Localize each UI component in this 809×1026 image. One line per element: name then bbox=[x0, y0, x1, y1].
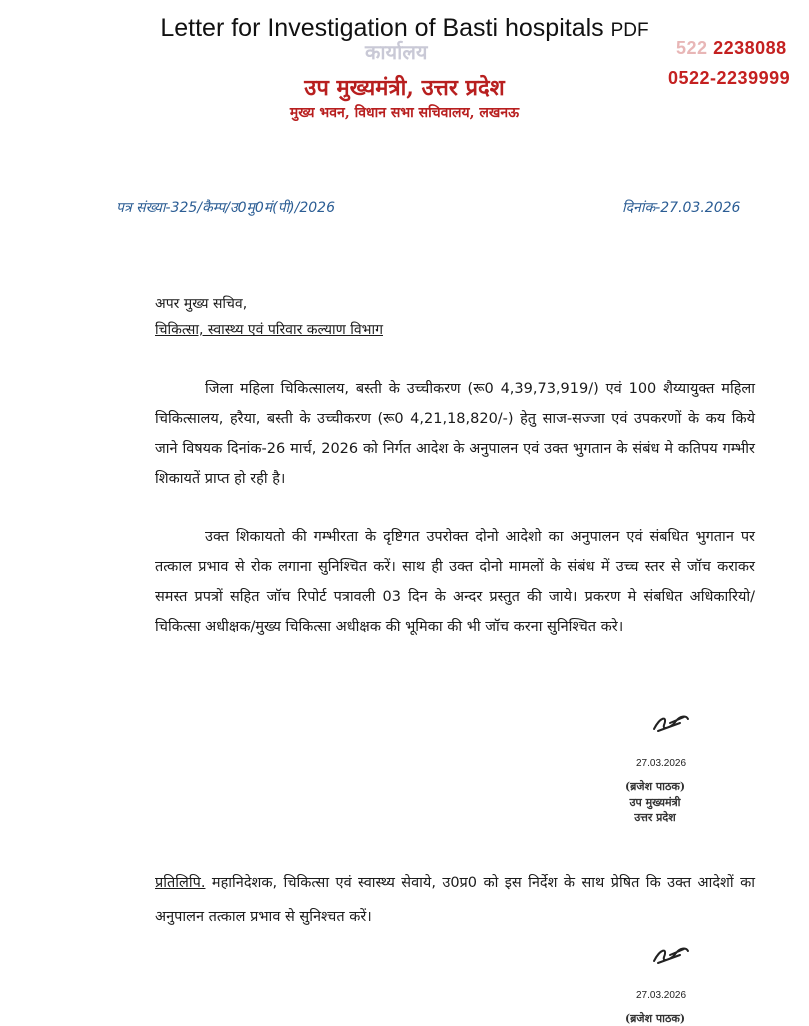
body-paragraph-2: उक्त शिकायतो की गम्भीरता के दृष्टिगत उपरोक्त दोनो आदेशो का अनुपालन एवं संबधित भुगतान पर तत्काल प्रभाव से रोक लगाना सुनिश्चित करें। साथ ही उक्त दोनो मामलों के संबंध में उच्च स्तर से जॉच कराकर समस्त प्रपत्रों सहित जॉच रिपोर्ट पत्रावली 03 दिन के अन्दर प्रस्तुत की जाये। प्रकरण मे संबधित अधिकारियो/चिकित्सा अधीक्षक/मुख्य चिकित्सा अधीक्षक की भूमिका की भी जॉच करना सुनिश्चित करे। bbox=[155, 529, 755, 635]
signatory-designation: उप मुख्यमंत्री bbox=[629, 796, 681, 809]
document-title: Letter for Investigation of Basti hospitals PDF bbox=[160, 14, 649, 42]
signature-scribble-icon-2 bbox=[650, 945, 692, 965]
letter-date: दिनांक-27.03.2026 bbox=[622, 200, 741, 216]
phone-number-2: 0522-2239999 bbox=[668, 68, 791, 88]
office-label: कार्यालय bbox=[365, 40, 428, 64]
addressee-department: चिकित्सा, स्वास्थ्य एवं परिवार कल्याण विभाग bbox=[155, 322, 383, 338]
phone-1-prefix: 522 bbox=[676, 38, 708, 58]
phone-number-1: 522 2238088 bbox=[676, 38, 787, 58]
copy-text: महानिदेशक, चिकित्सा एवं स्वास्थ्य सेवाये, उ0प्र0 को इस निर्देश के साथ प्रेषित कि उक्त आदेशों का अनुपालन तत्काल प्रभाव से सुनिश्चत करें। bbox=[155, 875, 755, 925]
copy-paragraph bbox=[155, 866, 755, 934]
pdf-suffix: PDF bbox=[610, 20, 649, 41]
signatory-name: (ब्रजेश पाठक) bbox=[624, 780, 686, 793]
letterhead-address: मुख्य भवन, विधान सभा सचिवालय, लखनऊ bbox=[289, 105, 520, 121]
letterhead-designation: उप मुख्यमंत्री, उत्तर प्रदेश bbox=[304, 75, 505, 101]
letter-number: पत्र संख्या-325/कैम्प/उ0मु0मं(पी)/2026 bbox=[116, 200, 335, 216]
body-paragraph-1: जिला महिला चिकित्सालय, बस्ती के उच्चीकरण (रू0 4,39,73,919/) एवं 100 शैय्यायुक्त महिला चिकित्सालय, हरैया, बस्ती के उच्चीकरण (रू0 4,21,18,820/-) हेतु साज-सज्जा एवं उपकरणों के कय किये जाने विषयक दिनांक-26 मार्च, 2026 को निर्गत आदेश के अनुपालन एवं उक्त भुगतान के संबंध मे कतिपय गम्भीर शिकायतें प्राप्त हो रही है। bbox=[155, 381, 755, 487]
signature-date-2: 27.03.2026 bbox=[636, 990, 687, 1001]
copy-label: प्रतिलिपि. bbox=[155, 875, 206, 891]
addressee-title: अपर मुख्य सचिव, bbox=[155, 296, 248, 312]
signature-date: 27.03.2026 bbox=[636, 758, 687, 769]
signatory-state: उत्तर प्रदेश bbox=[634, 811, 676, 824]
signatory-name-2: (ब्रजेश पाठक) bbox=[624, 1012, 686, 1025]
signature-scribble-icon bbox=[650, 713, 692, 733]
